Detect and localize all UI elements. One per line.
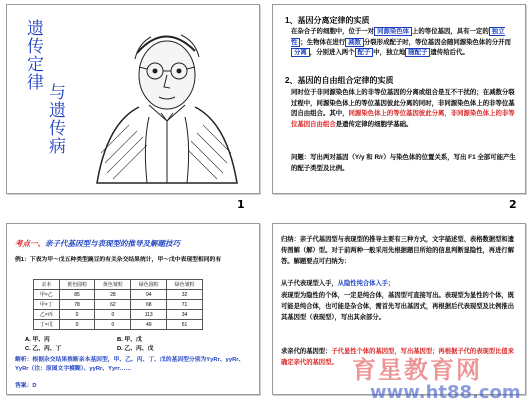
blank-meiosis: 减数 bbox=[345, 38, 364, 47]
section1-body: 在杂合子的细胞中，位于一对 同源染色体 上的等位基因，具有一定的 独立性 ；生物体在进行 减数 分裂形成配子时，等位基因会随同源染色体的分开而分离 ，分别进入两个 配子 中，独立地 随配子 遗传给后代。 bbox=[291, 28, 511, 56]
blank-separation: 分离 bbox=[291, 48, 310, 57]
slide3-title: 考点一、亲子代基因型与表现型的推导及解题技巧 bbox=[15, 239, 180, 248]
slide2-page-number: 2 bbox=[509, 198, 517, 211]
blank-independence: 独立性 bbox=[291, 28, 505, 46]
option-d: D. 乙、丙、戊 bbox=[117, 346, 154, 352]
option-a: A. 甲、丙 bbox=[25, 337, 50, 343]
option-b: B. 甲、戊 bbox=[117, 337, 142, 343]
watermark-site-name: 育星教育网 bbox=[352, 356, 482, 384]
section2-key-statement: 同源染色体上的等位基因彼此分离，非同源染色体上的非等位基因自由组合 bbox=[291, 110, 515, 128]
table-row: 丁×戊 0 0 49 51 bbox=[34, 320, 203, 330]
section1-heading: 1、基因分离定律的实质 bbox=[285, 16, 370, 25]
blank-with-gamete: 随配子 bbox=[405, 48, 430, 57]
blank-gamete: 配子 bbox=[355, 48, 374, 57]
answer-text: 答案：D bbox=[15, 383, 37, 389]
table-row: 甲×乙 85 28 94 32 bbox=[34, 290, 203, 300]
table-header-row: 亲本 黄色圆粒 黄色皱粒 绿色圆粒 绿色皱粒 bbox=[34, 280, 203, 290]
slide-2[interactable] bbox=[272, 4, 526, 194]
slide1-title-part1: 遗传定律 bbox=[23, 19, 43, 91]
table-row: 乙×丙 0 0 113 34 bbox=[34, 310, 203, 320]
watermark-url: www.ht88.com bbox=[370, 382, 521, 403]
key-point: 从子代表现型入手，从隐性纯合体入手； bbox=[281, 280, 395, 287]
slide1-title-part2: 与遗传病 bbox=[45, 83, 65, 155]
section2-body: 同时位于非同源染色体上的非等位基因的分离或组合是互不干扰的；在减数分裂过程中，同源染色体上的等位基因彼此分离的同时，非同源染色体上的非等位基因自由组合。其中，同源染色体上的等位基因彼此分离，非同源染色体上的非等位基因自由组合是遗传定律的细胞学基础。 bbox=[291, 89, 515, 128]
slide2-question: 问题：写出两对基因（Y/y 和 R/r）与染色体的位置关系，写出 F1 全部可能产生的配子类型及比例。 bbox=[291, 154, 516, 172]
mendel-portrait-image bbox=[77, 13, 253, 188]
summary-paragraph: 归纳：亲子代基因型与表现型的推导主要有三种方式，文字描述型、表格数据型和遗传图解（解）型。对于前两种一般采用先根据题目所给的信息判断显隐性，再进行解答。解题要点可归纳为： bbox=[281, 236, 514, 265]
option-c: C. 乙、丙、丁 bbox=[25, 346, 62, 352]
parent-genotype-method: 求亲代的基因型：子代显性个体的基因型，写出基因型；再根据子代的表现型比值来确定亲代的基因型。 bbox=[281, 348, 514, 366]
phenotype-explanation: 表现型为隐性的个体，一定是纯合体，基因型可直接写出。表现型为显性的个体，既可能是纯合体，也可能是杂合体，需首先写出基因式，再根据后代表现型及比例推出其基因型（表现型），写出其余部分。 bbox=[281, 292, 514, 321]
slide1-page-number: 1 bbox=[237, 198, 245, 211]
example-question: 例1：下表为甲～戊五种类型豌豆的有关杂交结果统计，甲～戊中表现型相同的有 bbox=[15, 257, 222, 263]
table-row: 甲×丁 78 62 68 71 bbox=[34, 300, 203, 310]
slide-3[interactable] bbox=[6, 223, 260, 395]
analysis-text: 解析：根据杂交结果推断亲本基因型，甲、乙、丙、丁、戊的基因型分别为YyRr、yyRr、YyRr（注：原图文字模糊）、yyRr、Yyrr…… bbox=[15, 357, 245, 372]
cross-result-table bbox=[33, 279, 203, 330]
blank-homologous-chromosome: 同源染色体 bbox=[374, 27, 412, 36]
section2-heading: 2、基因的自由组合定律的实质 bbox=[285, 76, 394, 85]
slide-1[interactable] bbox=[6, 4, 260, 194]
